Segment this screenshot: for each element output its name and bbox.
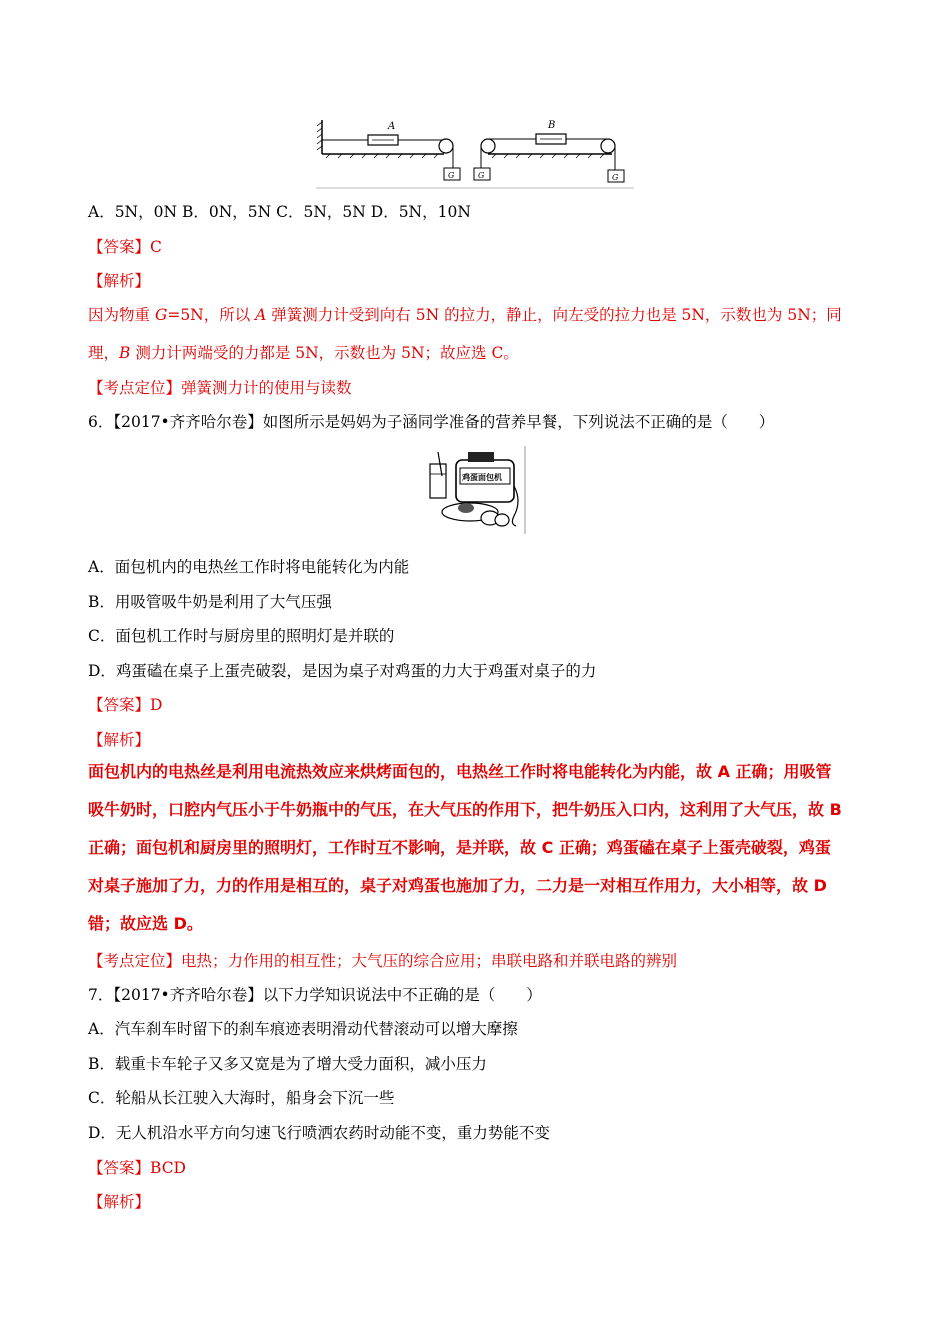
q5-analysis-tag: 【解析】 — [88, 272, 151, 290]
q6-option-a: A．面包机内的电热丝工作时将电能转化为内能 — [88, 558, 410, 576]
weight-g-label-3: G — [612, 173, 619, 182]
answer-value: BCD — [150, 1159, 186, 1177]
q7-option-a: A．汽车刹车时留下的刹车痕迹表明滑动代替滚动可以增大摩擦 — [88, 1020, 518, 1038]
q5-answer — [88, 237, 162, 257]
var-g: G — [154, 306, 168, 324]
q6-analysis-line-3: 正确；面包机和厨房里的照明灯，工作时互不影响，是并联，故 C 正确；鸡蛋磕在桌子上蛋壳破裂，鸡蛋 — [88, 838, 831, 857]
text-run: 测力计两端受的力都是 5N，示数也为 5N；故应选 C。 — [130, 344, 519, 362]
var-b: B — [119, 344, 131, 362]
q6-knowledge-point — [88, 951, 677, 971]
scale-a-label: A — [388, 121, 396, 132]
q6-analysis-line-1: 面包机内的电热丝是利用电流热效应来烘烤面包的，电热丝工作时将电能转化为内能，故 A 正确；用吸管 — [88, 762, 832, 781]
q6-option-b: B．用吸管吸牛奶是利用了大气压强 — [88, 593, 332, 611]
text-run: 因为物重 — [88, 306, 155, 324]
breakfast-figure — [424, 446, 528, 534]
var-a: A — [255, 306, 267, 324]
q7-option-b: B．载重卡车轮子又多又宽是为了增大受力面积，减小压力 — [88, 1055, 487, 1073]
answer-value: C — [150, 238, 162, 256]
q6-option-c: C．面包机工作时与厨房里的照明灯是并联的 — [88, 627, 395, 645]
text-run: 弹簧测力计受到向右 5N 的拉力，静止，向左受的拉力也是 5N，示数也为 5N；同 — [266, 306, 842, 324]
q6-answer — [88, 695, 162, 715]
q6-analysis-tag: 【解析】 — [88, 731, 151, 749]
q7-option-d: D．无人机沿水平方向匀速飞行喷洒农药时动能不变，重力势能不变 — [88, 1124, 550, 1142]
kp-text: 弹簧测力计的使用与读数 — [181, 379, 352, 397]
q7-stem: 7．【2017•齐齐哈尔卷】以下力学知识说法中不正确的是（ ） — [88, 986, 542, 1004]
text-run: 理， — [88, 344, 120, 362]
q7-analysis-tag: 【解析】 — [88, 1193, 151, 1211]
weight-g-label-1: G — [448, 171, 455, 180]
answer-tag: 【答案】 — [88, 1159, 151, 1177]
answer-value: D — [150, 696, 163, 714]
q6-analysis-line-4: 对桌子施加了力，力的作用是相互的，桌子对鸡蛋也施加了力，二力是一对相互作用力，大小相等，故 D — [88, 876, 827, 895]
answer-tag: 【答案】 — [88, 696, 151, 714]
bread-machine-label: 鸡蛋面包机 — [462, 473, 502, 482]
q6-analysis-line-5: 错；故应选 D。 — [88, 914, 203, 933]
q5-options: A．5N，0N B．0N，5N C．5N，5N D．5N，10N — [88, 203, 471, 221]
text-run: =5N，所以 — [167, 306, 256, 324]
q6-analysis-line-2: 吸牛奶时，口腔内气压小于牛奶瓶中的气压，在大气压的作用下，把牛奶压入口内，这利用了大气压，故 B — [88, 800, 842, 819]
q5-analysis-line-1 — [88, 305, 842, 325]
kp-tag: 【考点定位】 — [88, 379, 182, 397]
scale-b-label: B — [548, 120, 556, 131]
kp-tag: 【考点定位】 — [88, 952, 182, 970]
q6-stem: 6．【2017•齐齐哈尔卷】如图所示是妈妈为子涵同学准备的营养早餐，下列说法不正确的是（ ） — [88, 413, 775, 431]
q5-knowledge-point — [88, 378, 352, 398]
q5-analysis-line-2 — [88, 343, 519, 363]
answer-tag: 【答案】 — [88, 238, 151, 256]
kp-text: 电热；力作用的相互性；大气压的综合应用；串联电路和并联电路的辨别 — [181, 952, 678, 970]
q7-option-c: C．轮船从长江驶入大海时，船身会下沉一些 — [88, 1089, 395, 1107]
spring-scale-figure — [316, 112, 634, 190]
q7-answer — [88, 1158, 186, 1178]
q6-option-d: D．鸡蛋磕在桌子上蛋壳破裂，是因为桌子对鸡蛋的力大于鸡蛋对桌子的力 — [88, 662, 597, 680]
weight-g-label-2: G — [478, 171, 485, 180]
